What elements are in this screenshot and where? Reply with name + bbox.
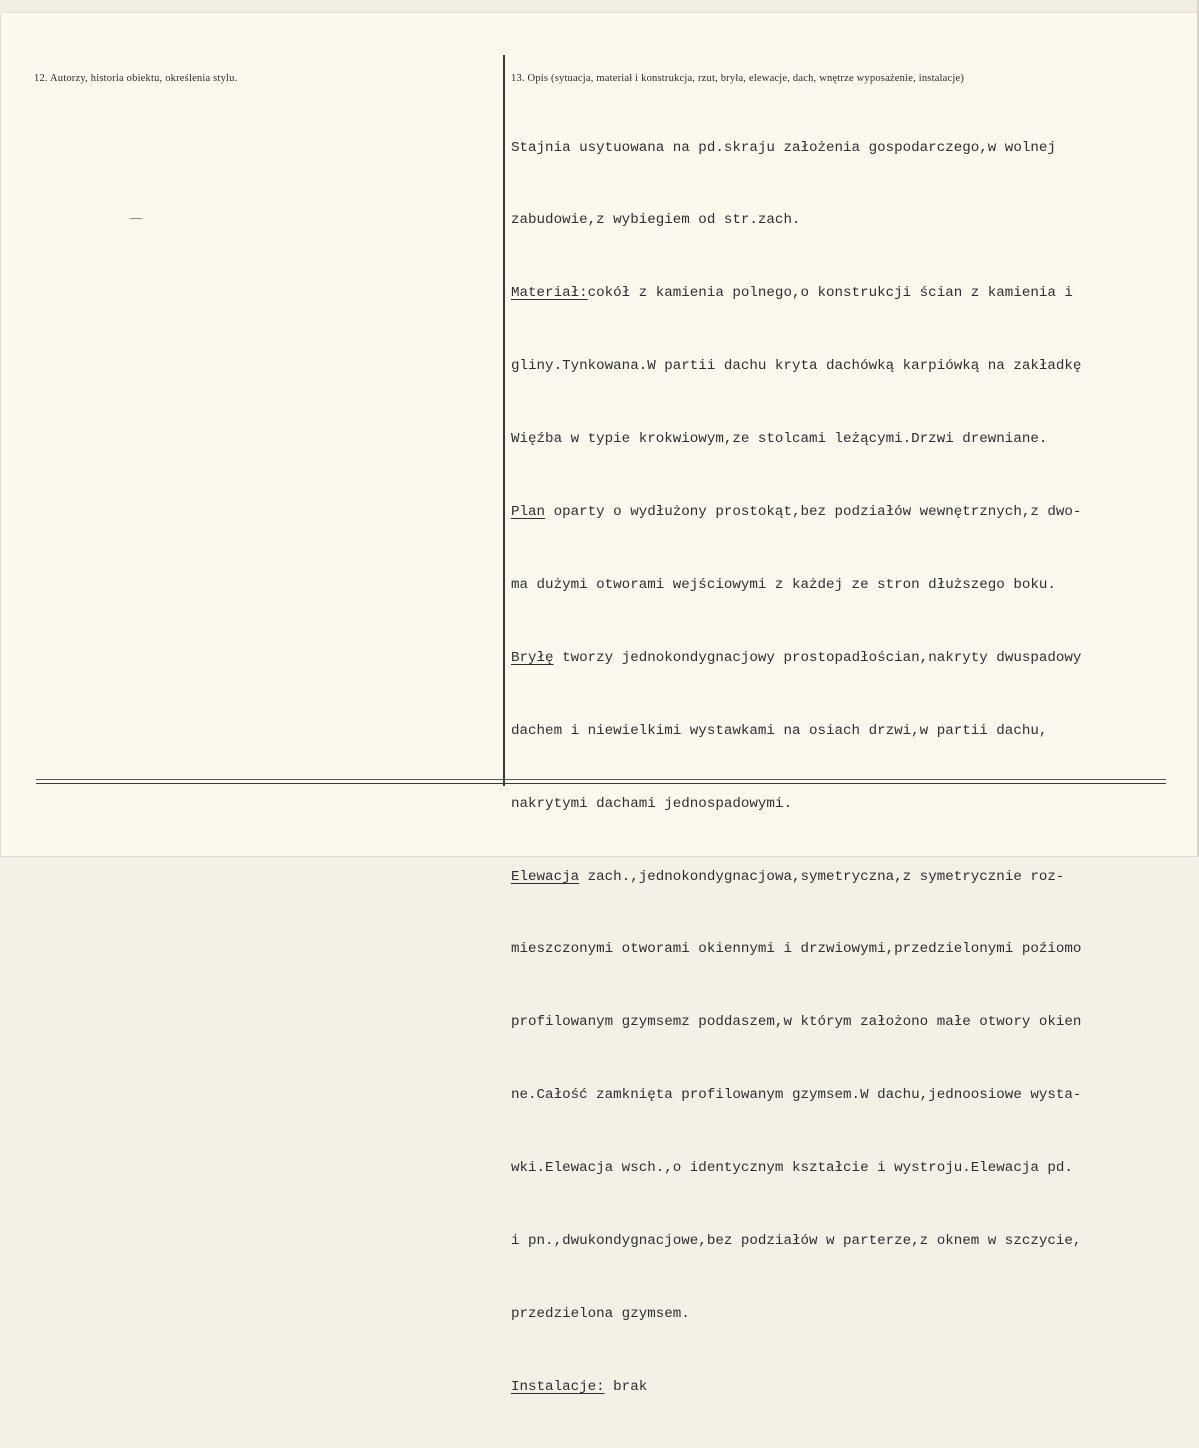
stray-pencil-mark [130,218,142,219]
installations-label: Instalacje: [511,1378,605,1395]
description-line [511,281,1171,305]
section-12-heading: 12. Autorzy, historia obiektu, określenia stylu. [34,73,238,84]
massing-text: tworzy jednokondygnacjowy prostopadłościan,nakryty dwuspadowy [553,649,1082,666]
material-text: cokół z kamienia polnego,o konstrukcji ścian z kamienia i [587,285,1073,302]
description-line: Więźba w typie krokwiowym,ze stolcami leżącymi.Drzwi drewniane. [511,431,1048,448]
description-line [511,865,1171,889]
description-line: ne.Całość zamknięta profilowanym gzymsem.W dachu,jednoosiowe wysta- [511,1087,1082,1104]
bottom-rule-thin [36,779,1166,780]
bottom-rule-thick [36,783,1166,784]
installations-text: brak [604,1378,648,1395]
column-divider [503,55,505,786]
description-line: zabudowie,z wybiegiem od str.zach. [511,212,801,229]
description-line: mieszczonymi otworami okiennymi i drzwiowymi,przedzielonymi poźiomo [511,941,1082,958]
plan-label: Plan [511,504,546,521]
elevation-text: zach.,jednokondygnacjowa,symetryczna,z symetrycznie roz- [579,868,1065,885]
description-line [511,646,1171,670]
elevation-label: Elewacja [511,868,580,885]
description-line: gliny.Tynkowana.W partii dachu kryta dachówką karpiówką na zakładkę [511,358,1082,375]
description-line: Stajnia usytuowana na pd.skraju założenia gospodarczego,w wolnej [511,139,1056,156]
description-line: ma dużymi otworami wejściowymi z każdej ze stron dłuższego boku. [511,576,1056,593]
description-line: profilowanym gzymsemz poddaszem,w którym założono małe otwory okien [511,1014,1082,1031]
description-line: i pn.,dwukondygnacjowe,bez podziałów w parterze,z oknem w szczycie, [511,1232,1082,1249]
massing-label: Bryłę [511,649,554,666]
card-top-edge [0,0,1199,13]
material-label: Materiał: [511,285,588,302]
description-line: nakrytymi dachami jednospadowymi. [511,795,792,812]
plan-text: oparty o wydłużony prostokąt,bez podziałów wewnętrznych,z dwo- [545,504,1082,521]
description-line: przedzielona gzymsem. [511,1305,690,1322]
description-line [511,500,1171,524]
description-text [511,87,1171,1448]
description-line: wki.Elewacja wsch.,o identycznym kształcie i wystroju.Elewacja pd. [511,1160,1073,1177]
section-13-heading: 13. Opis (sytuacja, materiał i konstrukcja, rzut, bryła, elewacje, dach, wnętrze wyposażenie, instalacje) [511,73,965,84]
description-line: dachem i niewielkimi wystawkami na osiach drzwi,w partii dachu, [511,722,1048,739]
description-line [511,1375,1171,1399]
